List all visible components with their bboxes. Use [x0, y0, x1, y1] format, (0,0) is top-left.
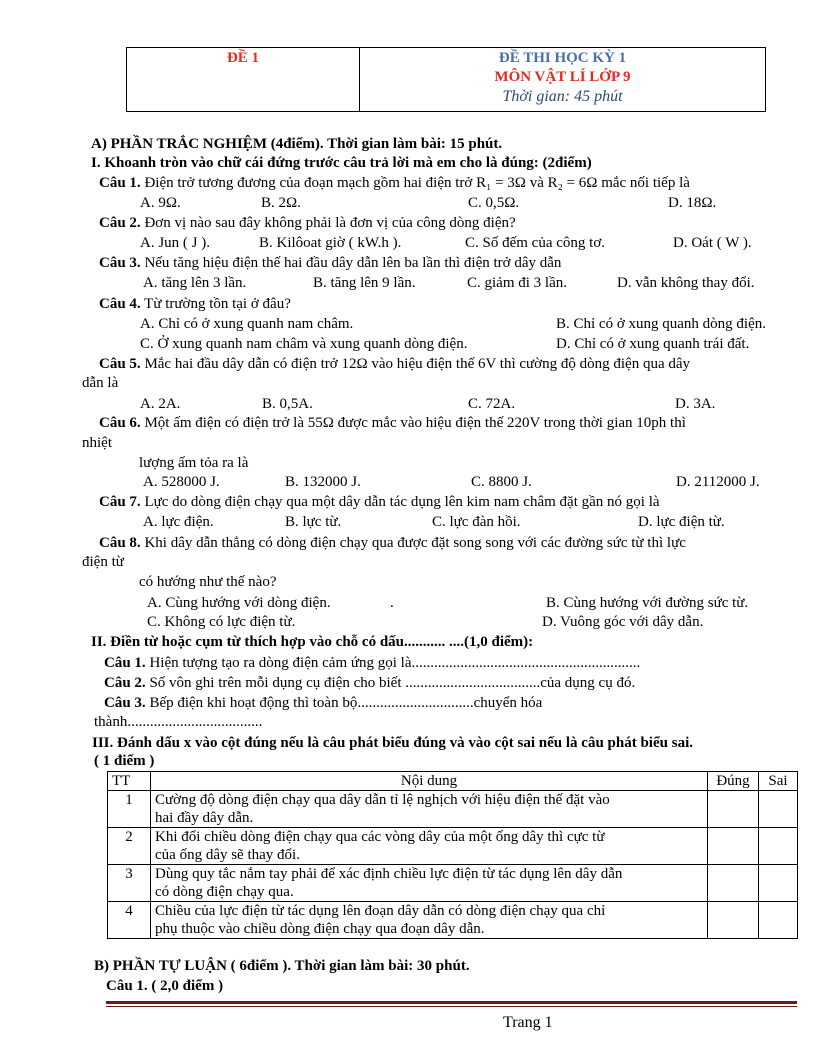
- q8-text-continued: điện từ: [82, 554, 124, 570]
- q2-option-b: B. Kilôoat giờ ( kW.h ).: [259, 235, 402, 251]
- true-cell[interactable]: [708, 902, 759, 939]
- exam-code: ĐỀ 1: [226, 50, 260, 66]
- part-b-title: B) PHẦN TỰ LUẬN ( 6điểm ). Thời gian làm bài: 30 phút.: [94, 958, 470, 974]
- q8-option-b: B. Cùng hướng với đường sức từ.: [546, 595, 749, 611]
- false-cell[interactable]: [759, 828, 798, 865]
- row-content: [151, 902, 708, 939]
- question-5: [99, 355, 690, 374]
- q8-option-c: C. Không có lực điện từ.: [147, 614, 296, 630]
- row-content-line: Dùng quy tắc nắm tay phải để xác định chiều lực điện từ tác dụng lên dây dẫn: [155, 866, 623, 882]
- q5-option-b: B. 0,5A.: [262, 396, 313, 412]
- q5-option-c: C. 72A.: [468, 396, 516, 412]
- false-cell[interactable]: [759, 791, 798, 828]
- header-content: Nội dung: [151, 772, 708, 791]
- q7-option-a: A. lực điện.: [143, 514, 214, 530]
- question-text: Một ấm điện có điện trở là 55Ω được mắc vào hiệu điện thế 220V trong thời gian 10ph thì: [144, 415, 686, 431]
- q3-option-c: C. giảm đi 3 lần.: [467, 275, 567, 291]
- question-4: [99, 295, 291, 314]
- question-text: Số vôn ghi trên mỗi dụng cụ điện cho biết ....................................của dụng cụ đó.: [149, 675, 636, 691]
- q6-option-b: B. 132000 J.: [285, 474, 361, 490]
- question-text: Hiện tượng tạo ra dòng điện cảm ứng gọi là.............................................................: [149, 655, 641, 671]
- exam-info-cell: [360, 48, 765, 111]
- question-2: [99, 214, 516, 233]
- q6-option-c: C. 8800 J.: [471, 474, 532, 490]
- page-number: Trang 1: [503, 1014, 553, 1031]
- question-label: Câu 1.: [104, 655, 146, 671]
- true-false-table: [107, 771, 798, 939]
- q6-text-continued: nhiệt: [82, 435, 112, 451]
- question-label: Câu 2.: [99, 215, 141, 231]
- question-8: [99, 534, 686, 553]
- q8-stray-dot: .: [390, 595, 394, 611]
- q2-option-d: D. Oát ( W ).: [673, 235, 752, 251]
- row-content-line: có dòng điện chạy qua.: [155, 884, 294, 900]
- q7-option-b: B. lực từ.: [285, 514, 342, 530]
- question-label: Câu 8.: [99, 535, 141, 551]
- question-text: Từ trường tồn tại ở đâu?: [144, 296, 291, 312]
- footer-rule-thin: [106, 1006, 797, 1007]
- question-7: [99, 493, 660, 512]
- question-label: Câu 2.: [104, 675, 146, 691]
- question-label: Câu 7.: [99, 494, 141, 510]
- q3-option-d: D. vẫn không thay đổi.: [617, 275, 755, 291]
- row-content: [151, 865, 708, 902]
- question-label: Câu 3.: [104, 695, 146, 711]
- false-cell[interactable]: [759, 902, 798, 939]
- question-1: [99, 174, 690, 193]
- exam-subject: MÔN VẬT LÍ LỚP 9: [494, 69, 631, 85]
- part-b-question-1: Câu 1. ( 2,0 điểm ): [106, 978, 224, 994]
- q8-option-a: A. Cùng hướng với dòng điện.: [147, 595, 331, 611]
- row-content: [151, 828, 708, 865]
- part-a-title: A) PHẦN TRẮC NGHIỆM (4điểm). Thời gian làm bài: 15 phút.: [91, 136, 503, 152]
- question-text: Mắc hai đầu dây dẫn có điện trở 12Ω vào hiệu điện thế 6V thì cường độ dòng điện qua dây: [144, 356, 691, 372]
- exam-title: ĐỀ THI HỌC KỲ 1: [498, 50, 627, 66]
- q1-option-c: C. 0,5Ω.: [468, 195, 520, 211]
- row-number: 3: [108, 865, 151, 902]
- q2-option-c: C. Số đếm của công tơ.: [465, 235, 605, 251]
- row-content-line: phụ thuộc vào chiều dòng điện chạy qua đoạn dây dẫn.: [155, 921, 485, 937]
- question-text: Bếp điện khi hoạt động thì toàn bộ...............................chuyển hóa: [149, 695, 543, 711]
- header-tt: TT: [108, 772, 151, 791]
- question-label: Câu 1.: [99, 175, 141, 191]
- question-label: Câu 3.: [99, 255, 141, 271]
- q8-option-d: D. Vuông góc với dây dẫn.: [542, 614, 704, 630]
- q7-option-c: C. lực đàn hồi.: [432, 514, 521, 530]
- q3-option-a: A. tăng lên 3 lần.: [143, 275, 247, 291]
- q4-option-c: C. Ở xung quanh nam châm và xung quanh dòng điện.: [140, 336, 468, 352]
- row-content-line: của ống dây sẽ thay đổi.: [155, 847, 300, 863]
- fill-question-3-continued: thành....................................: [94, 714, 263, 730]
- question-text: Khi dây dẫn thẳng có dòng điện chạy qua được đặt song song với các đường sức từ thì lực: [144, 535, 686, 551]
- q4-option-b: B. Chỉ có ở xung quanh dòng điện.: [556, 316, 766, 332]
- q5-option-a: A. 2A.: [140, 396, 181, 412]
- row-number: 1: [108, 791, 151, 828]
- question-text: Điện trở tương đương của đoạn mạch gồm hai điện trở R₁ = 3Ω và R₂ = 6Ω mắc nối tiếp là: [144, 175, 690, 191]
- section-2-title: II. Điền từ hoặc cụm từ thích hợp vào chỗ có dấu........... ....(1,0 điểm):: [91, 634, 534, 650]
- header-false: Sai: [759, 772, 798, 791]
- q6-option-d: D. 2112000 J.: [676, 474, 760, 490]
- q2-option-a: A. Jun ( J ).: [140, 235, 210, 251]
- true-cell[interactable]: [708, 865, 759, 902]
- q8-text-continued-2: có hướng như thế nào?: [139, 574, 277, 590]
- q4-option-d: D. Chỉ có ở xung quanh trái đất.: [556, 336, 750, 352]
- q1-option-d: D. 18Ω.: [668, 195, 717, 211]
- true-cell[interactable]: [708, 791, 759, 828]
- footer-rule-thick: [106, 1001, 797, 1004]
- table-header-row: [108, 772, 798, 791]
- q5-text-continued: dẫn là: [82, 375, 119, 391]
- section-3-points: ( 1 điểm ): [94, 753, 155, 769]
- question-6: [99, 414, 686, 433]
- table-row: [108, 902, 798, 939]
- fill-question-1: [104, 654, 640, 673]
- false-cell[interactable]: [759, 865, 798, 902]
- section-1-title: I. Khoanh tròn vào chữ cái đứng trước câu trả lời mà em cho là đúng: (2điểm): [91, 155, 592, 171]
- q5-option-d: D. 3A.: [675, 396, 716, 412]
- exam-time: Thời gian: 45 phút: [502, 88, 623, 105]
- section-3-title: III. Đánh dấu x vào cột đúng nếu là câu phát biểu đúng và vào cột sai nếu là câu phát biểu sai.: [92, 735, 693, 751]
- table-row: [108, 828, 798, 865]
- q6-text-continued-2: lượng ấm tỏa ra là: [139, 455, 249, 471]
- row-content: [151, 791, 708, 828]
- row-number: 2: [108, 828, 151, 865]
- q3-option-b: B. tăng lên 9 lần.: [313, 275, 416, 291]
- fill-question-3: [104, 694, 542, 713]
- row-content-line: Khi đổi chiều dòng điện chạy qua các vòng dây của một ống dây thì cực từ: [155, 829, 605, 845]
- q1-option-a: A. 9Ω.: [140, 195, 181, 211]
- exam-code-cell: [127, 48, 360, 111]
- q7-option-d: D. lực điện từ.: [638, 514, 725, 530]
- question-label: Câu 6.: [99, 415, 141, 431]
- question-text: Lực do dòng điện chạy qua một dây dẫn tác dụng lên kim nam châm đặt gần nó gọi là: [144, 494, 660, 510]
- true-cell[interactable]: [708, 828, 759, 865]
- header-true: Đúng: [708, 772, 759, 791]
- question-label: Câu 4.: [99, 296, 141, 312]
- q1-option-b: B. 2Ω.: [261, 195, 301, 211]
- row-content-line: hai đầy dây dẫn.: [155, 810, 254, 826]
- row-number: 4: [108, 902, 151, 939]
- question-label: Câu 5.: [99, 356, 141, 372]
- question-text: Nếu tăng hiệu điện thế hai đầu dây dẫn lên ba lần thì điện trở dây dẫn: [144, 255, 562, 271]
- exam-header-box: [126, 47, 766, 112]
- q4-option-a: A. Chỉ có ở xung quanh nam châm.: [140, 316, 354, 332]
- question-3: [99, 254, 561, 273]
- row-content-line: Cường độ dòng điện chạy qua dây dẫn tỉ lệ nghịch với hiệu điện thế đặt vào: [155, 792, 610, 808]
- table-row: [108, 865, 798, 902]
- fill-question-2: [104, 674, 635, 693]
- q6-option-a: A. 528000 J.: [143, 474, 220, 490]
- row-content-line: Chiều của lực điện từ tác dụng lên đoạn dây dẫn có dòng điện chạy qua chỉ: [155, 903, 606, 919]
- table-row: [108, 791, 798, 828]
- question-text: Đơn vị nào sau đây không phải là đơn vị của công dòng điện?: [144, 215, 516, 231]
